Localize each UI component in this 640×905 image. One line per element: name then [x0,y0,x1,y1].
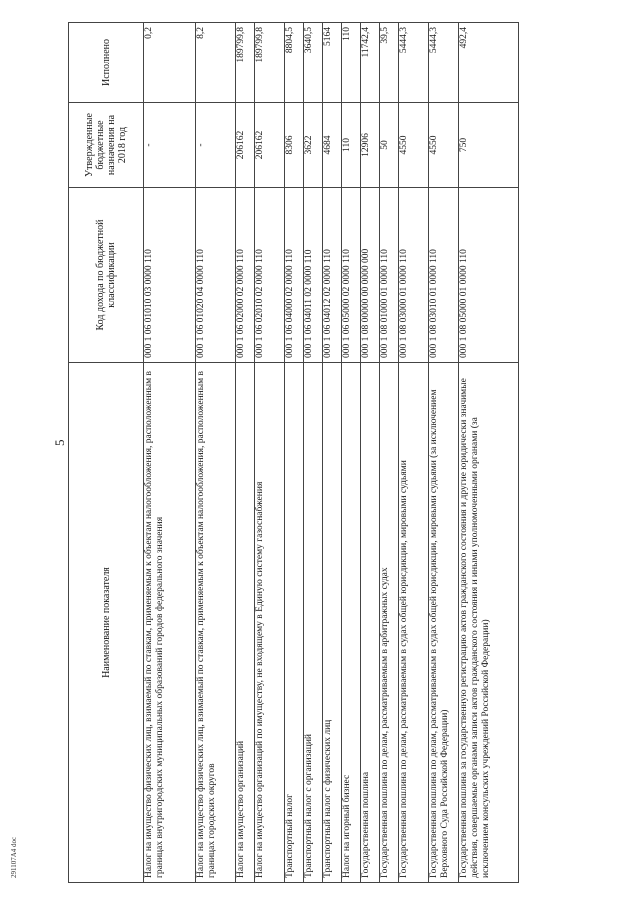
cell-executed: 8804,5 [285,23,304,103]
table-row [323,23,342,883]
cell-approved: 8306 [285,103,304,188]
cell-name: Государственная пошлина по делам, рассматриваемым в судах общей юрисдикции, мировыми судьями [399,363,429,883]
cell-code: 000 1 06 02000 02 0000 110 [236,188,255,363]
cell-code: 000 1 06 04012 02 0000 110 [323,188,342,363]
cell-approved: 12906 [361,103,380,188]
table-row [285,23,304,883]
header-name: Наименование показателя [69,363,144,883]
rotated-table-container [68,23,628,883]
cell-executed: 5444,3 [399,23,429,103]
cell-approved: 4684 [323,103,342,188]
table-row [236,23,255,883]
table-body [144,23,519,883]
cell-executed: 11742,4 [361,23,380,103]
cell-name: Государственная пошлина за государственную регистрацию актов гражданского состояния и другие юридически значимые действия, совершаемые органами записи актов гражданского состояния и иными уполномоченными органами (за исключением консульских учреждений Российской Федерации) [459,363,519,883]
table-header-row [69,23,144,883]
cell-name: Государственная пошлина по делам, рассматриваемым в арбитражных судах [380,363,399,883]
table-row [342,23,361,883]
cell-name: Транспортный налог с физических лиц [323,363,342,883]
cell-approved: 50 [380,103,399,188]
footer-code: 291107А4 doc [10,836,18,878]
cell-code: 000 1 06 01010 03 0000 110 [144,188,196,363]
cell-approved: 4550 [399,103,429,188]
cell-name: Государственная пошлина по делам, рассматриваемым в судах общей юрисдикции, мировыми судьями (за исключением Верховного Суда Российской Федерации) [429,363,459,883]
cell-approved: - [144,103,196,188]
cell-code: 000 1 06 04000 02 0000 110 [285,188,304,363]
cell-name: Налог на игорный бизнес [342,363,361,883]
cell-executed: 110 [342,23,361,103]
cell-code: 000 1 06 04011 02 0000 110 [304,188,323,363]
cell-approved: 110 [342,103,361,188]
cell-executed: 492,4 [459,23,519,103]
budget-table [68,22,519,883]
cell-name: Государственная пошлина [361,363,380,883]
cell-executed: 3640,5 [304,23,323,103]
cell-executed: 5164 [323,23,342,103]
header-approved: Утвержденные бюджетные назначения на 2018 год [69,103,144,188]
cell-approved: 206162 [236,103,255,188]
cell-code: 000 1 08 03010 01 0000 110 [429,188,459,363]
cell-executed: 8,2 [196,23,236,103]
cell-executed: 5444,3 [429,23,459,103]
table-row [255,23,285,883]
cell-code: 000 1 08 00000 00 0000 000 [361,188,380,363]
cell-approved: - [196,103,236,188]
table-row [429,23,459,883]
cell-code: 000 1 06 02010 02 0000 110 [255,188,285,363]
cell-executed: 189799,8 [236,23,255,103]
header-code: Код дохода по бюджетной классификации [69,188,144,363]
table-row [196,23,236,883]
cell-approved: 206162 [255,103,285,188]
cell-executed: 0,2 [144,23,196,103]
cell-name: Налог на имущество организаций по имуществу, не входящему в Единую систему газоснабжения [255,363,285,883]
cell-name: Транспортный налог с организаций [304,363,323,883]
page-number: 5 [52,439,67,446]
cell-approved: 750 [459,103,519,188]
table-row [459,23,519,883]
cell-approved: 4550 [429,103,459,188]
cell-code: 000 1 08 05000 01 0000 110 [459,188,519,363]
cell-code: 000 1 08 01000 01 0000 110 [380,188,399,363]
cell-name: Налог на имущество организаций [236,363,255,883]
cell-code: 000 1 06 05000 02 0000 110 [342,188,361,363]
cell-code: 000 1 06 01020 04 0000 110 [196,188,236,363]
header-executed: Исполнено [69,23,144,103]
cell-name: Транспортный налог [285,363,304,883]
cell-code: 000 1 08 03000 01 0000 110 [399,188,429,363]
table-row [361,23,380,883]
table-row [399,23,429,883]
cell-executed: 189799,8 [255,23,285,103]
table-row [380,23,399,883]
cell-approved: 3622 [304,103,323,188]
cell-name: Налог на имущество физических лиц, взимаемый по ставкам, применяемым к объектам налогообложения, расположенным в границах внутригородских муниципальных образований городов федерального значения [144,363,196,883]
table-row [304,23,323,883]
cell-name: Налог на имущество физических лиц, взимаемый по ставкам, применяемым к объектам налогообложения, расположенным в границах городских округов [196,363,236,883]
cell-executed: 39,5 [380,23,399,103]
table-row [144,23,196,883]
